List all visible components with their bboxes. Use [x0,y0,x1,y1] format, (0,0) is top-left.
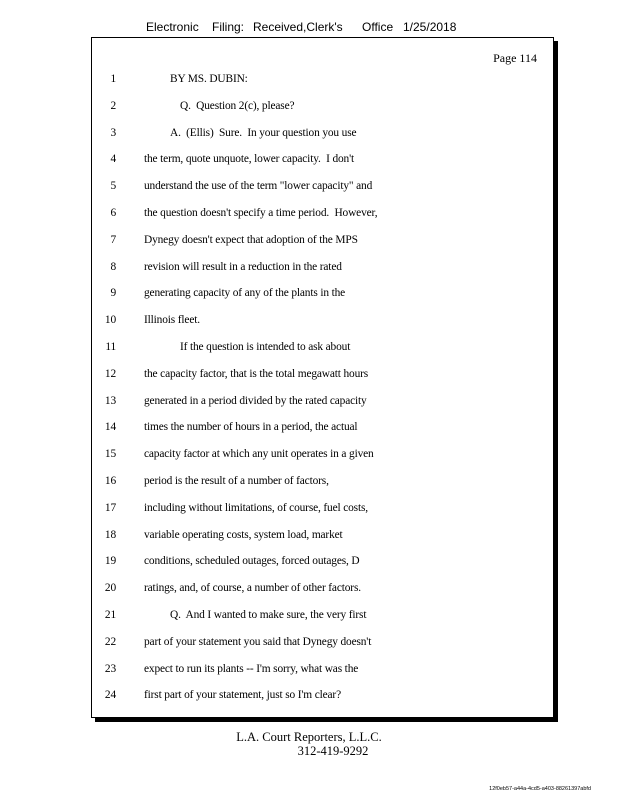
line-text: revision will result in a reduction in the rated [144,260,342,273]
transcript-line [92,285,553,312]
transcript-line [92,71,553,98]
line-number: 15 [104,448,116,461]
transcript-line [92,232,553,259]
line-number: 10 [104,314,116,327]
line-text: conditions, scheduled outages, forced outages, D [144,555,360,568]
transcript-line [92,500,553,527]
line-number: 21 [104,608,116,621]
filing-header-filing: Filing: [212,20,245,34]
line-text: expect to run its plants -- I'm sorry, what was the [144,662,359,675]
transcript-lines [92,71,553,714]
transcript-line [92,419,553,446]
line-number: 17 [104,501,116,514]
transcript-line [92,687,553,714]
line-number: 12 [104,367,116,380]
line-text: understand the use of the term "lower capacity" and [144,180,373,193]
line-number: 7 [110,233,116,246]
transcript-line [92,473,553,500]
transcript-line [92,339,553,366]
document-id: 12f0eb57-a44a-4cd5-a403-88261397abfd [489,786,591,792]
line-number: 9 [110,287,116,300]
transcript-line [92,661,553,688]
page-number: Page 114 [493,51,537,65]
line-number: 1 [110,73,116,85]
line-text: BY MS. DUBIN: [170,73,248,85]
transcript-line [92,205,553,232]
line-number: 24 [104,689,116,702]
line-text: ratings, and, of course, a number of other factors. [144,582,361,595]
line-text: generating capacity of any of the plants in the [144,287,346,300]
line-number: 4 [110,153,116,166]
line-number: 2 [110,99,116,112]
line-text: If the question is intended to ask about [180,340,351,353]
line-text: first part of your statement, just so I'm clear? [144,689,341,702]
transcript-line [92,178,553,205]
filing-header-received: Received,Clerk's [253,20,343,34]
line-text: Q. Question 2(c), please? [180,99,295,112]
line-number: 14 [104,421,116,434]
transcript-line [92,98,553,125]
court-reporter-phone: 312-419-9292 [297,744,369,758]
transcript-line [92,634,553,661]
line-text: Q. And I wanted to make sure, the very first [170,608,367,621]
line-text: period is the result of a number of factors, [144,474,329,487]
transcript-line [92,259,553,286]
line-number: 8 [110,260,116,273]
line-text: including without limitations, of course, fuel costs, [144,501,368,514]
transcript-line [92,312,553,339]
line-number: 6 [110,206,116,219]
line-text: generated in a period divided by the rated capacity [144,394,367,407]
line-number: 13 [104,394,116,407]
transcript-line [92,125,553,152]
filing-header-date: 1/25/2018 [403,20,457,34]
line-text: variable operating costs, system load, market [144,528,343,541]
transcript-page [91,37,554,718]
line-text: times the number of hours in a period, the actual [144,421,358,434]
line-text: Dynegy doesn't expect that adoption of the MPS [144,233,358,246]
transcript-line [92,607,553,634]
line-text: part of your statement you said that Dynegy doesn't [144,635,372,648]
line-number: 16 [104,474,116,487]
line-text: capacity factor at which any unit operates in a given [144,448,374,461]
line-number: 11 [105,340,116,353]
filing-header-office: Office [362,20,394,34]
line-number: 23 [104,662,116,675]
line-text: the capacity factor, that is the total megawatt hours [144,367,369,380]
transcript-line [92,580,553,607]
footer [0,730,618,758]
line-number: 19 [104,555,116,568]
transcript-line [92,527,553,554]
transcript-line [92,151,553,178]
line-number: 20 [104,582,116,595]
line-text: the term, quote unquote, lower capacity. I don't [144,153,355,166]
line-number: 18 [104,528,116,541]
line-number: 5 [110,180,116,193]
line-text: the question doesn't specify a time period. However, [144,206,378,219]
line-text: A. (Ellis) Sure. In your question you use [170,126,357,139]
transcript-line [92,393,553,420]
court-reporter-name: L.A. Court Reporters, L.L.C. [236,730,382,744]
line-number: 22 [104,635,116,648]
transcript-line [92,553,553,580]
transcript-line [92,446,553,473]
line-text: Illinois fleet. [144,314,200,327]
filing-header-electronic: Electronic [146,20,199,34]
line-number: 3 [110,126,116,139]
transcript-line [92,366,553,393]
